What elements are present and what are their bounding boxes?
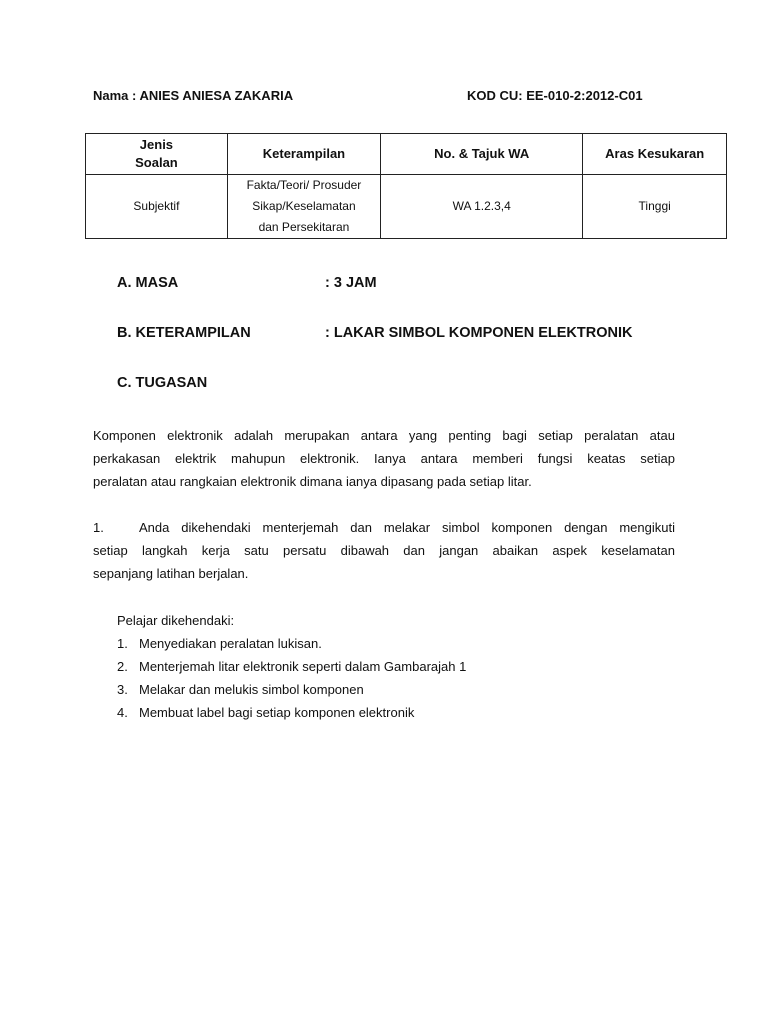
- section-masa-value: : 3 JAM: [325, 275, 377, 291]
- document-header: [93, 88, 675, 106]
- cell-aras: Tinggi: [583, 175, 727, 239]
- instruction-paragraph: 1. Anda dikehendaki menterjemah dan melakar simbol komponen dengan mengikuti setiap langkah kerja satu persatu dibawah dan jangan abaikan aspek keselamatan sepanjang latihan berjalan.: [93, 516, 675, 585]
- header-jenis-soalan: Jenis Soalan: [86, 134, 228, 175]
- section-masa-label: A. MASA: [117, 275, 179, 291]
- section-keterampilan-value: : LAKAR SIMBOL KOMPONEN ELEKTRONIK: [325, 325, 633, 341]
- list-item: 1. Menyediakan peralatan lukisan.: [117, 636, 322, 651]
- list-item: 3. Melakar dan melukis simbol komponen: [117, 682, 364, 697]
- cell-jenis: Subjektif: [86, 175, 228, 239]
- table-row: [86, 175, 727, 239]
- header-aras-kesukaran: Aras Kesukaran: [583, 134, 727, 175]
- section-tugasan-label: C. TUGASAN: [117, 375, 208, 391]
- instruction-number: 1.: [93, 520, 104, 535]
- cell-keterampilan: Fakta/Teori/ Prosuder Sikap/Keselamatan dan Persekitaran: [227, 175, 380, 239]
- task-list: [117, 609, 466, 724]
- intro-paragraph: Komponen elektronik adalah merupakan antara yang penting bagi setiap peralatan atau perkakasan elektrik mahupun elektronik. Ianya antara memberi fungsi keatas setiap peralatan atau rangkaian elektronik dimana ianya dipasang pada setiap litar.: [93, 428, 675, 489]
- course-code: KOD CU: EE-010-2:2012-C01: [467, 88, 643, 103]
- section-keterampilan-label: B. KETERAMPILAN: [117, 325, 251, 341]
- cell-wa: WA 1.2.3,4: [381, 175, 583, 239]
- student-name: Nama : ANIES ANIESA ZAKARIA: [93, 88, 294, 103]
- header-keterampilan: Keterampilan: [227, 134, 380, 175]
- task-items: [117, 632, 466, 724]
- assessment-info-table: [85, 133, 727, 239]
- task-list-intro: Pelajar dikehendaki:: [117, 613, 235, 628]
- header-tajuk-wa: No. & Tajuk WA: [381, 134, 583, 175]
- list-item: 4. Membuat label bagi setiap komponen elektronik: [117, 705, 415, 720]
- list-item: 2. Menterjemah litar elektronik seperti dalam Gambarajah 1: [117, 659, 467, 674]
- table-header-row: [86, 134, 727, 175]
